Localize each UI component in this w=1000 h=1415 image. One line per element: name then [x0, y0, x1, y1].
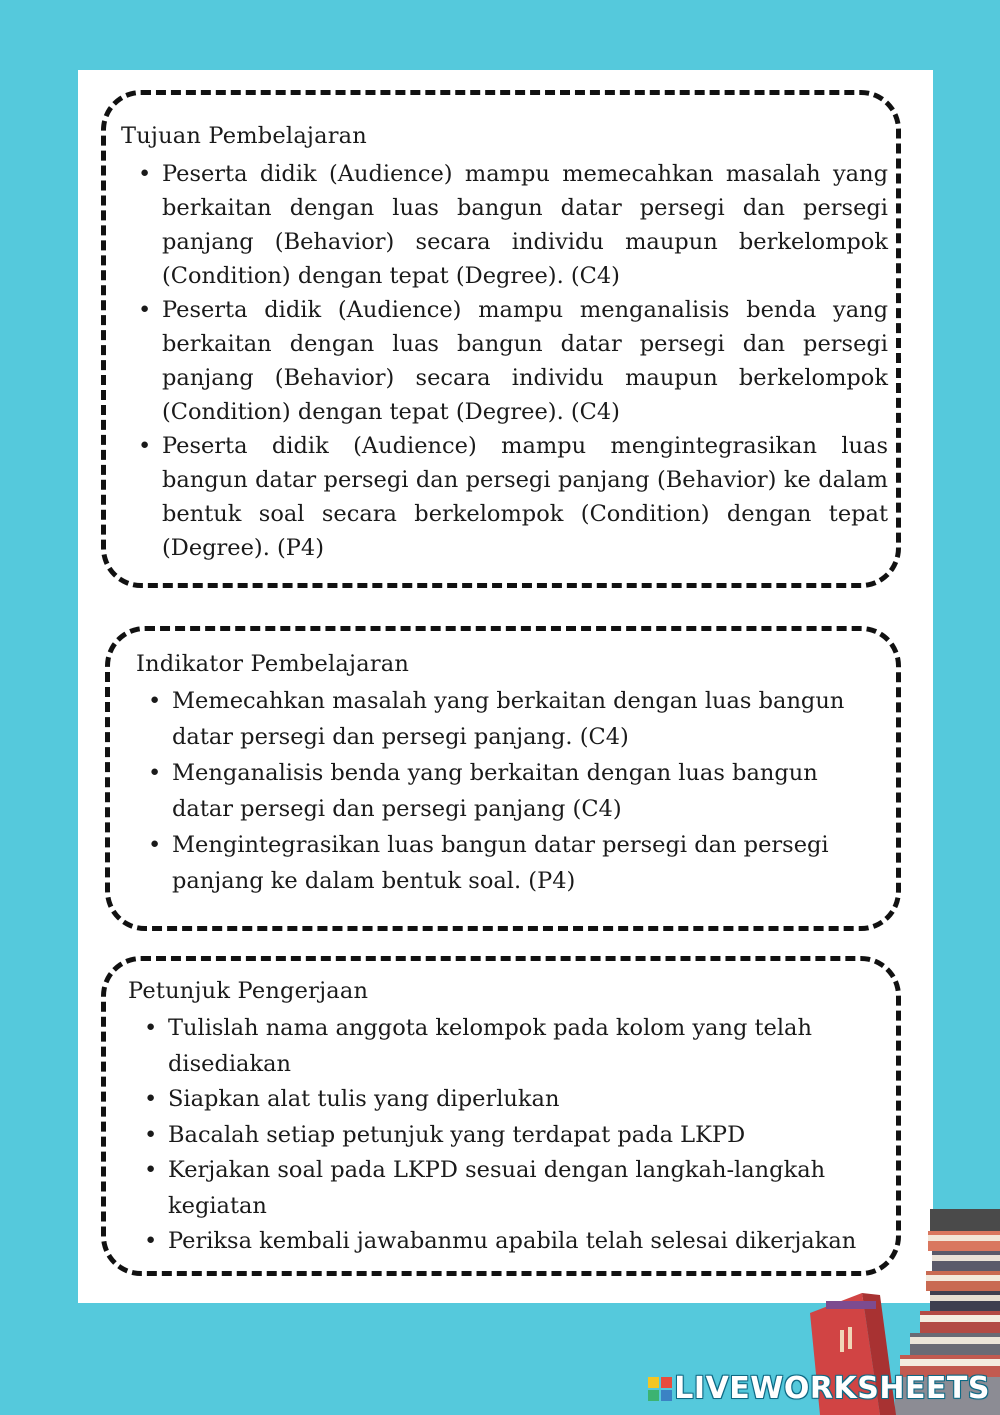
list-item: • Bacalah setiap petunjuk yang terdapat pada LKPD [168, 1118, 888, 1154]
section-title: Petunjuk Pengerjaan [128, 978, 369, 1004]
work-instructions-box [101, 956, 901, 1276]
list-item: • Peserta didik (Audience) mampu mengintegrasikan luas bangun datar persegi dan persegi panjang (Behavior) ke dalam bentuk soal secara berkelompok (Condition) dengan tepat (Degree). (P4) [162, 429, 888, 565]
objectives-list [162, 157, 888, 565]
worksheet-page [78, 70, 933, 1303]
section-title: Indikator Pembelajaran [136, 651, 410, 677]
list-item: • Periksa kembali jawabanmu apabila telah selesai dikerjakan [168, 1224, 888, 1260]
indicators-list [172, 683, 872, 899]
learning-indicators-box [105, 626, 901, 931]
learning-objectives-box [101, 90, 901, 588]
list-item: • Siapkan alat tulis yang diperlukan [168, 1082, 888, 1118]
watermark-text: LIVEWORKSHEETS [674, 1371, 990, 1406]
section-title: Tujuan Pembelajaran [121, 123, 367, 149]
list-item: • Memecahkan masalah yang berkaitan dengan luas bangun datar persegi dan persegi panjang. (C4) [172, 683, 872, 755]
list-item: • Tulislah nama anggota kelompok pada kolom yang telah disediakan [168, 1011, 888, 1082]
list-item: • Menganalisis benda yang berkaitan dengan luas bangun datar persegi dan persegi panjang (C4) [172, 755, 872, 827]
liveworksheets-logo-icon [648, 1377, 672, 1401]
list-item: • Kerjakan soal pada LKPD sesuai dengan langkah-langkah kegiatan [168, 1153, 888, 1224]
instructions-list [168, 1011, 888, 1260]
list-item: • Peserta didik (Audience) mampu memecahkan masalah yang berkaitan dengan luas bangun datar persegi dan persegi panjang (Behavior) secara individu maupun berkelompok (Condition) dengan tepat (Degree). (C4) [162, 157, 888, 293]
list-item: • Peserta didik (Audience) mampu menganalisis benda yang berkaitan dengan luas bangun datar persegi dan persegi panjang (Behavior) secara individu maupun berkelompok (Condition) dengan tepat (Degree). (C4) [162, 293, 888, 429]
watermark [648, 1371, 990, 1406]
list-item: • Mengintegrasikan luas bangun datar persegi dan persegi panjang ke dalam bentuk soal. (P4) [172, 827, 872, 899]
